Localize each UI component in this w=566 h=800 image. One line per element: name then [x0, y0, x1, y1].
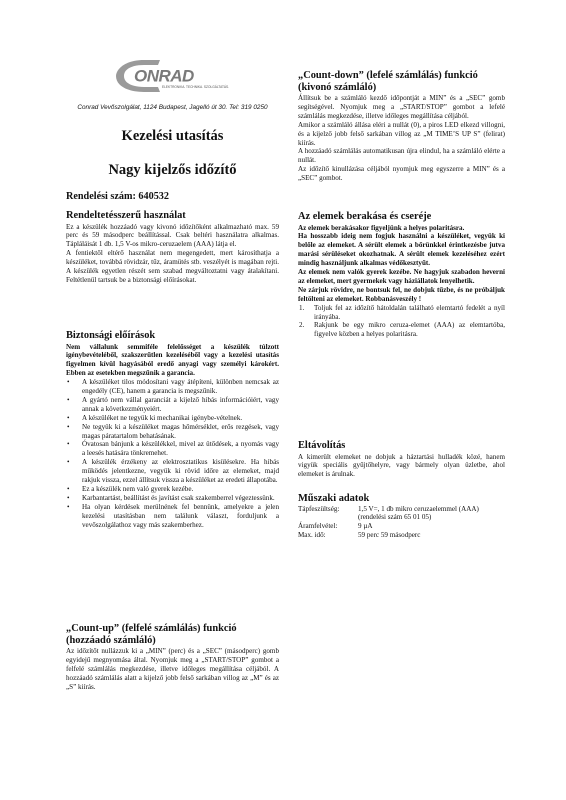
battery-step: 1. Toljuk fel az időzítő hátoldalán található elemtartó fedelét a nyíl irányába. [299, 303, 505, 321]
count-down-heading: „Count-down” (lefelé számlálás) funkció (kivonó számláló) [298, 70, 478, 93]
batteries-section [298, 211, 505, 339]
spec-label: Tápfeszültség: [298, 504, 340, 513]
intended-use-text: Ez a készülék hozzáadó vagy kivonó időzítőként alkalmazható max. 59 perc és 59 másodperc beállítással. Csak beltéri használatra alkalmas. Tápláláisát 1 db. 1,5 V-os mikro-ceruzaelem (AAA) látja el. A fentiektől eltérő használat nem megengedett, mert károsíthatja a készüléket, továbbá rövidzár, tűz, áramütés stb. veszélyét is magában rejti. A készülék egyetlen részét sem szabad megváltoztatni vagy átalakítani. Feltétlenül tartsuk be a biztonsági előírásokat. [66, 222, 279, 284]
product-title: Nagy kijelzős időzítő [108, 162, 237, 178]
svg-text:ELEKTRONIKA. TECHNIKA. SZOLGÁL: ELEKTRONIKA. TECHNIKA. SZOLGÁLTATÁS. [162, 85, 230, 89]
svg-text:ONRAD: ONRAD [134, 66, 194, 86]
conrad-logo [114, 56, 258, 96]
disposal-section [298, 440, 505, 479]
spec-label: Áramfelvétel: [298, 522, 338, 531]
batteries-heading: Az elemek berakása és cseréje [298, 211, 432, 222]
spec-label: Max. idő: [298, 531, 326, 540]
spec-value: 9 µA [358, 522, 373, 531]
battery-step: 2. Rakjunk be egy mikro ceruza-elemet (AAA) az elemtartóba, figyelve közben a helyes polaritásra. [299, 321, 505, 339]
spec-value: 1,5 V=, 1 db mikro ceruzaelemmel (AAA) (rendelési szám 65 01 05) [358, 504, 479, 522]
batteries-warning: Az elemek berakásakor figyeljünk a helyes polaritásra. Ha hosszabb ideig nem fogjuk használni a készüléket, vegyük ki belőle az elemeket. A sérült elemek a bőrünkkel érintkezésbe jutva marási sérüléseket okozhatnak. A sérült elemek kezeléséhez ezért mindig használjunk alkalmas védőkesztyűt. Az elemek nem valók gyerek kezébe. Ne hagyjuk szabadon heverni az elemeket, mert gyermekek vagy háziállatok lenyelhetik. Ne zárjuk rövidre, ne bontsuk fel, ne dobjuk tűzbe, és ne próbáljuk feltölteni az elemeket. Robbanásveszély ! [298, 223, 505, 303]
safety-item: • Ez a készülék nem való gyerek kezébe. [66, 485, 279, 494]
spec-row [298, 531, 505, 540]
safety-item: • A készüléket tilos módosítani vagy átépíteni, különben nemcsak az engedély (CE), hanem a garancia is megszűnik. [66, 378, 279, 396]
company-address: Conrad Vevőszolgálat, 1124 Budapest, Jagelló út 30. Tel: 319 0250 [77, 104, 268, 111]
disposal-text: A kimerült elemeket ne dobjuk a háztartási hulladék közé, hanem vigyük speciális gyűjtőhelyre, vagy bármely olyan üzletbe, ahol elemeket is árulnak. [298, 452, 505, 479]
count-up-text: Az időzítőt nullázzuk ki a „MIN” (perc) és a „SEC” (másodperc) gomb egyidejű megnyomása által. Nyomjuk meg a „START/STOP” gombot a felfelé számlálás megkezdése, illetve időleges megállítása céljából. A hozzáadó számlálás alatt a kijelző jobb felső sarkában villog az „M” és az „S” kiírás. [66, 647, 279, 691]
intended-use-section [66, 210, 279, 285]
intended-use-heading: Rendeltetésszerű használat [66, 210, 186, 221]
safety-item: • Ha olyan kérdések merülnének fel bennünk, amelyekre a jelen kezelési utasításban nem találunk választ, forduljunk a vevőszolgálathoz vagy más szakemberhez. [66, 503, 279, 530]
safety-item: • A készülék érzékeny az elektrosztatikus kisülésekre. Ha hibás működés jelentkezne, vegyük ki rövid időre az elemeket, majd rakjuk vissza, ezzel állítsuk vissza a készüléket az eredeti állapotába. [66, 458, 279, 485]
order-number: Rendelési szám: 640532 [66, 191, 169, 202]
safety-item: • A készüléket ne tegyük ki mechanikai igénybe-vételnek. [66, 414, 279, 423]
spec-row [298, 522, 505, 531]
safety-intro: Nem vállalunk semmiféle felelősséget a készülék túlzott igénybevételéből, szakszerűtlen kezeléséből vagy a kezelési utasítás figyelmen kívül hagyásából eredő anyagi vagy személyi károkért. Ebben az esetekben megszűnik a garancia. [66, 342, 279, 378]
safety-section [66, 330, 279, 530]
specs-heading: Műszaki adatok [298, 493, 370, 504]
spec-value: 59 perc 59 másodperc [358, 531, 421, 540]
doc-title: Kezelési utasítás [121, 128, 224, 144]
safety-item: • Óvatosan bánjunk a készülékkel, mivel az ütődések, a nyomás vagy a leesés hatására tönkremehet. [66, 440, 279, 458]
count-down-section [298, 70, 505, 183]
specs-table [298, 505, 505, 541]
safety-heading: Biztonsági előírások [66, 330, 156, 341]
spec-row [298, 505, 505, 523]
count-up-heading: „Count-up” (felfelé számlálás) funkció (hozzáadó számláló) [66, 623, 237, 646]
specs-section [298, 493, 505, 540]
count-down-text: Állítsuk be a számláló kezdő időpontját a MIN” és a „SEC” gomb segítségével. Nyomjuk meg a „START/STOP” gombot a lefelé számlálás megkezdése, illetve időleges megállítása céljából. Amikor a számláló állása eléri a nullát (0), a piros LED elkezd villogni, és a kijelző jobb felső sarkában villog az „M TIME’S UP S” (felirat) kiírás. A hozzáadó számlálás automatikusan újra elindul, ha a számláló elérte a nullát. Az időzítő kinullázása céljából nyomjuk meg egyszerre a MIN” és a „SEC” gombot. [298, 94, 505, 183]
safety-item: • A gyártó nem vállal garanciát a kijelző hibás információiért, vagy annak a következményeiért. [66, 396, 279, 414]
disposal-heading: Eltávolítás [298, 440, 346, 451]
count-up-section [66, 623, 279, 692]
safety-item: • Karbantartást, beállítást és javítást csak szakemberrel végeztessünk. [66, 494, 279, 503]
safety-item: • Ne tegyük ki a készüléket magas hőmérséklet, erős rezgések, vagy magas páratartalom behatásának. [66, 423, 279, 441]
